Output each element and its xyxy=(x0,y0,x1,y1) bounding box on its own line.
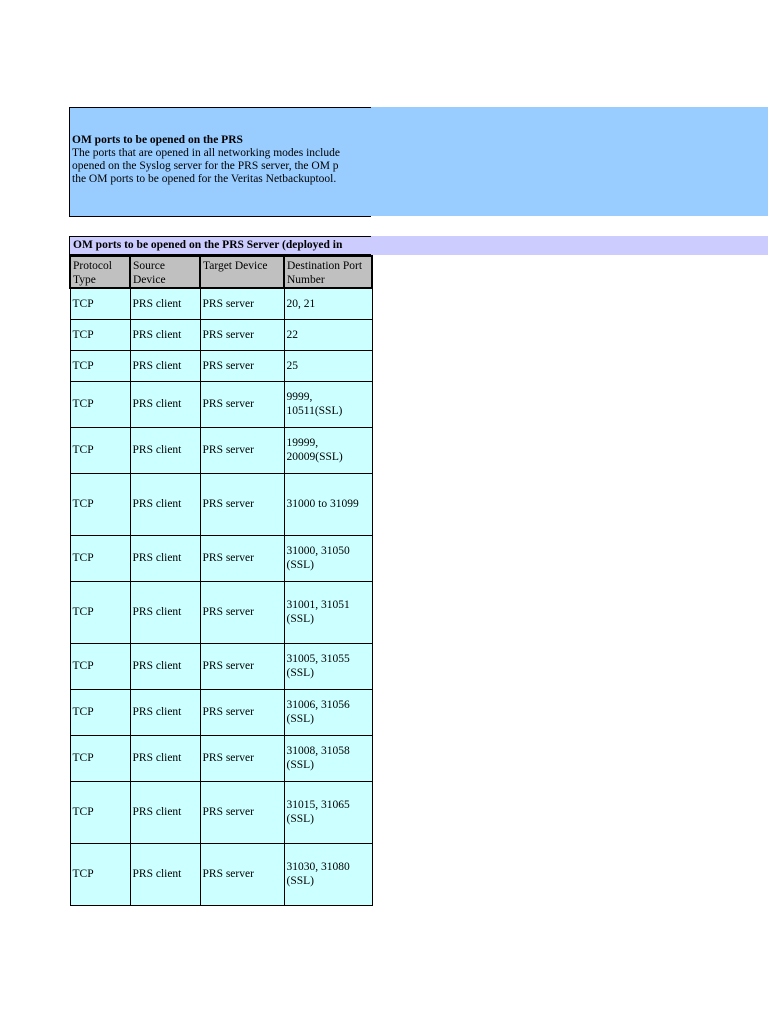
cell-source: PRS client xyxy=(130,535,200,581)
header-source-device: Source Device xyxy=(130,256,200,288)
cell-port: 31005, 31055 (SSL) xyxy=(284,643,372,689)
cell-port: 31000, 31050 (SSL) xyxy=(284,535,372,581)
cell-protocol: TCP xyxy=(70,535,130,581)
table-row xyxy=(70,319,372,350)
cell-target: PRS server xyxy=(200,427,284,473)
header-destination-port: Destination Port Number xyxy=(284,256,372,288)
table-row xyxy=(70,535,372,581)
cell-target: PRS server xyxy=(200,319,284,350)
table-title: OM ports to be opened on the PRS Server (deployed in xyxy=(69,236,371,255)
cell-port: 22 xyxy=(284,319,372,350)
cell-target: PRS server xyxy=(200,288,284,319)
cell-source: PRS client xyxy=(130,473,200,535)
cell-target: PRS server xyxy=(200,535,284,581)
info-text xyxy=(72,134,371,186)
table-row xyxy=(70,781,372,843)
table-row xyxy=(70,643,372,689)
table-header-row xyxy=(70,256,372,288)
table-row xyxy=(70,288,372,319)
cell-protocol: TCP xyxy=(70,581,130,643)
cell-source: PRS client xyxy=(130,735,200,781)
cell-target: PRS server xyxy=(200,689,284,735)
cell-protocol: TCP xyxy=(70,843,130,905)
cell-protocol: TCP xyxy=(70,288,130,319)
header-protocol-type: Protocol Type xyxy=(70,256,130,288)
cell-source: PRS client xyxy=(130,427,200,473)
info-line: The ports that are opened in all networking modes include xyxy=(72,147,340,159)
ports-table xyxy=(69,255,373,906)
cell-source: PRS client xyxy=(130,288,200,319)
info-title: OM ports to be opened on the PRS xyxy=(72,134,243,146)
cell-protocol: TCP xyxy=(70,643,130,689)
cell-port: 31001, 31051 (SSL) xyxy=(284,581,372,643)
cell-target: PRS server xyxy=(200,381,284,427)
table-row xyxy=(70,381,372,427)
info-line: the OM ports to be opened for the Veritas Netbackuptool. xyxy=(72,173,337,185)
cell-source: PRS client xyxy=(130,843,200,905)
cell-target: PRS server xyxy=(200,643,284,689)
cell-source: PRS client xyxy=(130,381,200,427)
cell-protocol: TCP xyxy=(70,689,130,735)
cell-source: PRS client xyxy=(130,689,200,735)
cell-protocol: TCP xyxy=(70,350,130,381)
cell-target: PRS server xyxy=(200,581,284,643)
cell-target: PRS server xyxy=(200,843,284,905)
table-row xyxy=(70,473,372,535)
cell-source: PRS client xyxy=(130,319,200,350)
cell-port: 20, 21 xyxy=(284,288,372,319)
cell-protocol: TCP xyxy=(70,735,130,781)
cell-port: 31008, 31058 (SSL) xyxy=(284,735,372,781)
table-row xyxy=(70,427,372,473)
cell-source: PRS client xyxy=(130,350,200,381)
cell-port: 19999, 20009(SSL) xyxy=(284,427,372,473)
cell-protocol: TCP xyxy=(70,381,130,427)
cell-source: PRS client xyxy=(130,643,200,689)
cell-port: 25 xyxy=(284,350,372,381)
cell-protocol: TCP xyxy=(70,427,130,473)
cell-port: 31000 to 31099 xyxy=(284,473,372,535)
cell-target: PRS server xyxy=(200,781,284,843)
cell-target: PRS server xyxy=(200,735,284,781)
cell-port: 31030, 31080 (SSL) xyxy=(284,843,372,905)
table-row xyxy=(70,843,372,905)
cell-source: PRS client xyxy=(130,581,200,643)
table-row xyxy=(70,735,372,781)
header-target-device: Target Device xyxy=(200,256,284,288)
table-row xyxy=(70,689,372,735)
cell-protocol: TCP xyxy=(70,319,130,350)
cell-target: PRS server xyxy=(200,350,284,381)
table-row xyxy=(70,581,372,643)
info-line: opened on the Syslog server for the PRS server, the OM p xyxy=(72,160,339,172)
cell-source: PRS client xyxy=(130,781,200,843)
cell-port: 9999, 10511(SSL) xyxy=(284,381,372,427)
cell-protocol: TCP xyxy=(70,473,130,535)
cell-target: PRS server xyxy=(200,473,284,535)
table-row xyxy=(70,350,372,381)
cell-port: 31015, 31065 (SSL) xyxy=(284,781,372,843)
cell-protocol: TCP xyxy=(70,781,130,843)
cell-port: 31006, 31056 (SSL) xyxy=(284,689,372,735)
